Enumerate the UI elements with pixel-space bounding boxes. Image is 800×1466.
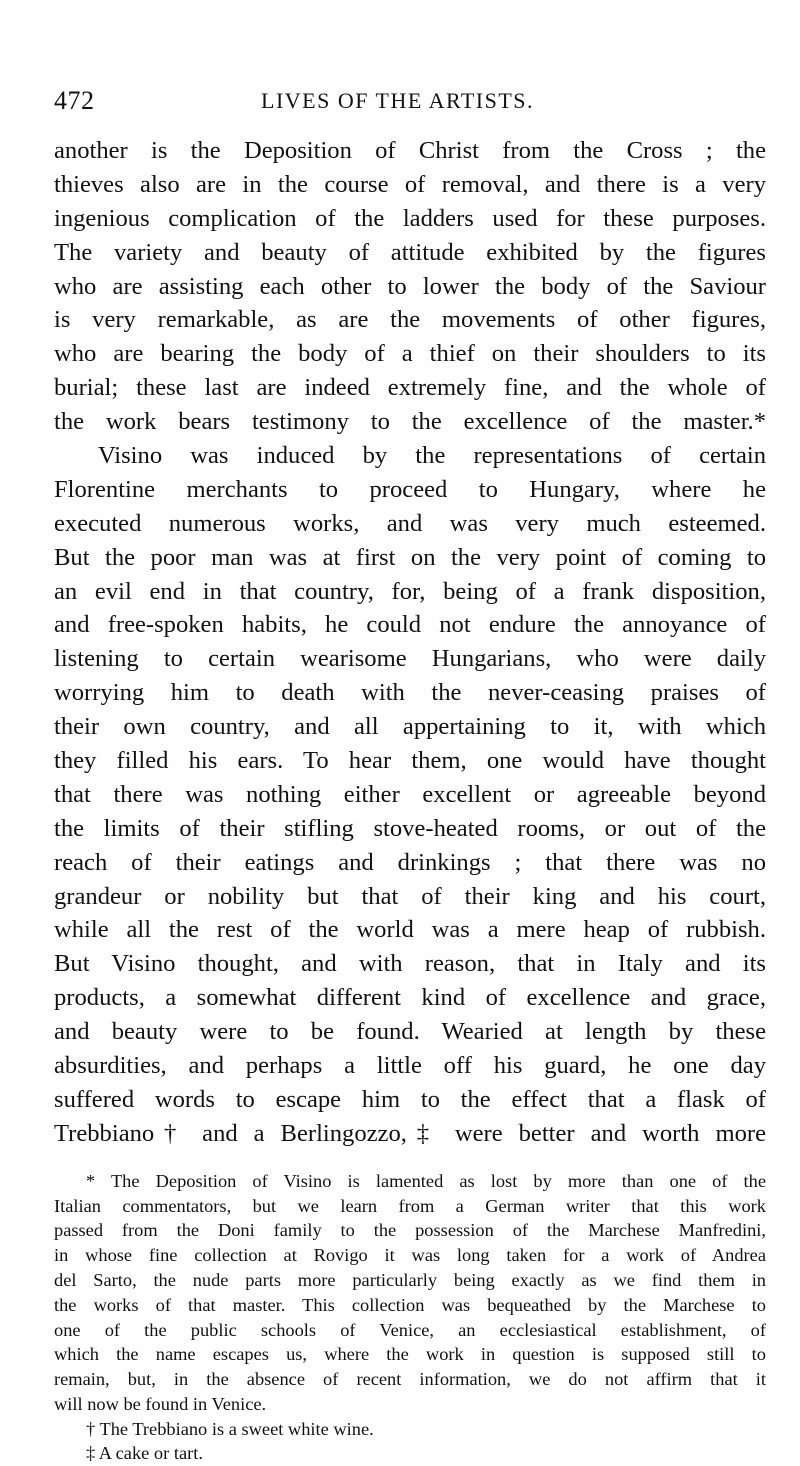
text-line: and beauty were to be found. Wearied at length by these (54, 1018, 766, 1046)
footnote-line: ‡ A cake or tart. (86, 1443, 203, 1464)
text-line: another is the Deposition of Christ from the Cross ; the (54, 137, 766, 164)
text-line: the work bears testimony to the excellence of the master.* (54, 408, 766, 436)
footnote-line: in whose fine collection at Rovigo it was long taken for a work of Andrea (54, 1245, 766, 1266)
page-number: 472 (54, 86, 95, 115)
text-line: thieves also are in the course of removal, and there is a very (54, 170, 766, 198)
text-line: worrying him to death with the never-ceasing praises of (54, 679, 766, 707)
text-line: absurdities, and perhaps a little off his guard, he one day (54, 1052, 766, 1080)
text-line: executed numerous works, and was very much esteemed. (54, 509, 766, 537)
text-line: burial; these last are indeed extremely fine, and the whole of (54, 374, 766, 402)
text-line: Trebbiano† and a Berlingozzo,‡ were better and worth more (54, 1119, 766, 1147)
text-line: they filled his ears. To hear them, one would have thought (54, 747, 766, 775)
text-line: who are assisting each other to lower the body of the Saviour (54, 272, 766, 300)
text-line: reach of their eatings and drinkings ; that there was no (54, 848, 766, 876)
text-line: grandeur or nobility but that of their king and his court, (54, 882, 766, 910)
book-page (54, 86, 766, 1466)
text-line: products, a somewhat different kind of excellence and grace, (54, 984, 766, 1012)
footnote-line: the works of that master. This collection was bequeathed by the Marchese to (54, 1294, 766, 1315)
text-line: their own country, and all appertaining to it, with which (54, 713, 766, 741)
footnote-line: remain, but, in the absence of recent information, we do not affirm that it (54, 1369, 766, 1390)
text-line: and free-spoken habits, he could not endure the annoyance of (54, 611, 766, 639)
page-header (54, 86, 766, 126)
text-line: is very remarkable, as are the movements of other figures, (54, 306, 766, 334)
text-line: Visino was induced by the representations of certain (98, 442, 766, 470)
text-line: But the poor man was at first on the very point of coming to (54, 543, 766, 571)
text-line: But Visino thought, and with reason, that in Italy and its (54, 950, 766, 978)
footnotes (54, 1169, 766, 1466)
text-line: the limits of their stifling stove-heated rooms, or out of the (54, 814, 766, 842)
footnote-line: which the name escapes us, where the work in question is supposed still to (54, 1344, 766, 1365)
footnote-line: will now be found in Venice. (54, 1393, 267, 1414)
text-line: who are bearing the body of a thief on their shoulders to its (54, 340, 766, 368)
footnote-line: * The Deposition of Visino is lamented as lost by more than one of the (86, 1170, 766, 1191)
text-line: listening to certain wearisome Hungarians, who were daily (54, 645, 766, 673)
text-line: ingenious complication of the ladders used for these purposes. (54, 204, 766, 232)
footnote-line: del Sarto, the nude parts more particularly being exactly as we find them in (54, 1269, 766, 1290)
footnote-line: one of the public schools of Venice, an ecclesiastical establishment, of (54, 1319, 766, 1340)
text-line: an evil end in that country, for, being of a frank disposition, (54, 577, 766, 605)
text-line: that there was nothing either excellent or agreeable beyond (54, 780, 766, 808)
text-line: while all the rest of the world was a mere heap of rubbish. (54, 916, 766, 944)
main-text (54, 134, 766, 1151)
footnote-line: † The Trebbiano is a sweet white wine. (86, 1418, 374, 1439)
text-line: suffered words to escape him to the effect that a flask of (54, 1085, 766, 1113)
running-title: LIVES OF THE ARTISTS. (261, 88, 535, 113)
footnote-line: passed from the Doni family to the possession of the Marchese Manfredini, (54, 1220, 766, 1241)
footnote-line: Italian commentators, but we learn from a German writer that this work (54, 1195, 766, 1216)
text-line: Florentine merchants to proceed to Hungary, where he (54, 475, 766, 503)
text-line: The variety and beauty of attitude exhibited by the figures (54, 238, 766, 266)
